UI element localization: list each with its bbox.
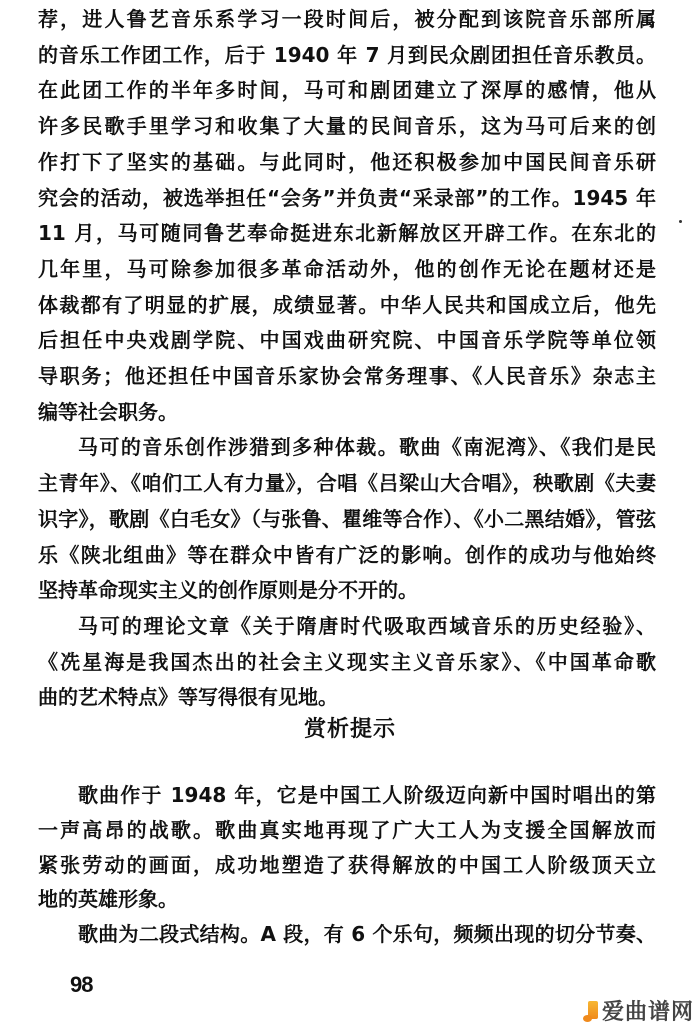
text-line: 的音乐工作团工作，后于 1940 年 7 月到民众剧团担任音乐教员。 [38, 42, 656, 67]
text-line: 《冼星海是我国杰出的社会主义现实主义音乐家》、《中国革命歌 [38, 649, 656, 674]
text-line: 后担任中央戏剧学院、中国戏曲研究院、中国音乐学院等单位领 [38, 328, 656, 353]
text-line: 许多民歌手里学习和收集了大量的民间音乐，这为马可后来的创 [38, 114, 656, 139]
section-heading: 赏析提示 [303, 717, 396, 742]
page-number: 98 [70, 972, 93, 997]
text-line: 作打下了坚实的基础。与此同时，他还积极参加中国民间音乐研 [38, 149, 656, 174]
text-line: 一声高昂的战歌。歌曲真实地再现了广大工人为支援全国解放而 [38, 817, 656, 842]
text-line: 究会的活动，被选举担任“会务”并负责“采录部”的工作。1945 年 [38, 185, 656, 210]
text-line: 主青年》、《咱们工人有力量》，合唱《吕梁山大合唱》，秧歌剧《夫妻 [38, 471, 656, 496]
text-line: 识字》，歌剧《白毛女》（与张鲁、瞿维等合作）、《小二黑结婚》，管弦 [38, 506, 656, 531]
text-line: 导职务；他还担任中国音乐家协会常务理事、《人民音乐》杂志主 [38, 364, 656, 389]
body-text-bottom [38, 778, 656, 952]
scan-speck [679, 220, 682, 223]
text-line: 荐，进人鲁艺音乐系学习一段时间后，被分配到该院音乐部所属 [38, 7, 656, 31]
text-line: 乐《陕北组曲》等在群众中皆有广泛的影响。创作的成功与他始终 [38, 542, 656, 567]
text-line: 马可的理论文章《关于隋唐时代吸取西域音乐的历史经验》、 [78, 613, 656, 638]
music-note-icon [583, 1000, 599, 1022]
body-text-top [38, 2, 656, 716]
text-line: 歌曲为二段式结构。A 段，有 6 个乐句，频频出现的切分节奏、 [78, 922, 656, 947]
text-line: 歌曲作于 1948 年，它是中国工人阶级迈向新中国时唱出的第 [78, 783, 656, 807]
text-line: 曲的艺术特点》等写得很有见地。 [38, 685, 338, 710]
text-line: 编等社会职务。 [38, 399, 178, 424]
watermark-text: 爱曲谱网 [601, 1000, 694, 1025]
text-line: 几年里，马可除参加很多革命活动外，他的创作无论在题材还是 [38, 256, 656, 281]
text-line: 在此团工作的半年多时间，马可和剧团建立了深厚的感情，他从 [38, 78, 656, 103]
text-line: 11 月，马可随同鲁艺奉命挺进东北新解放区开辟工作。在东北的 [38, 221, 656, 246]
text-line: 紧张劳动的画面，成功地塑造了获得解放的中国工人阶级顶天立 [38, 852, 656, 877]
watermark [583, 995, 694, 1026]
text-line: 马可的音乐创作涉猎到多种体裁。歌曲《南泥湾》、《我们是民 [78, 435, 656, 460]
text-line: 坚持革命现实主义的创作原则是分不开的。 [38, 578, 418, 603]
text-line: 体裁都有了明显的扩展，成绩显著。中华人民共和国成立后，他先 [38, 292, 656, 317]
text-line: 地的英雄形象。 [38, 887, 178, 912]
